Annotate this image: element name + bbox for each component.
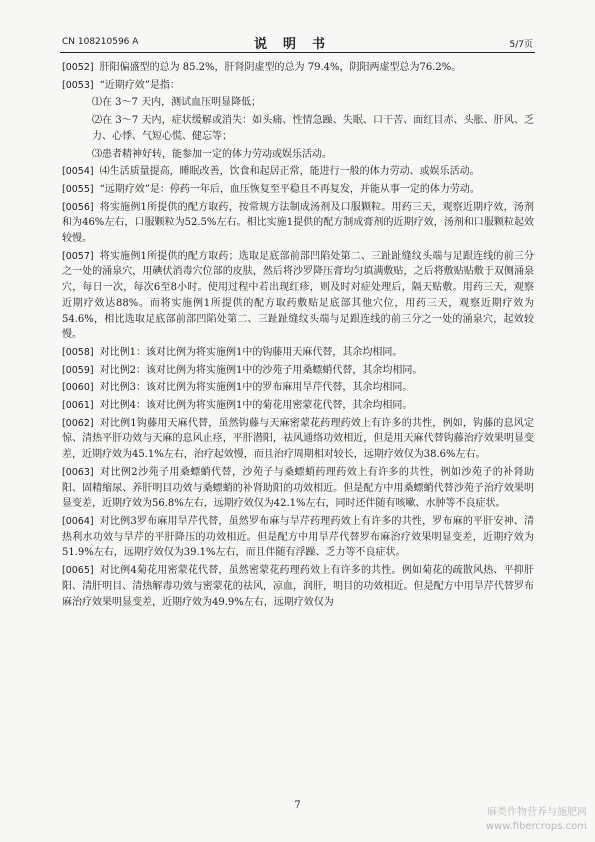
paragraph-number: [0058] [62, 346, 94, 358]
paragraph-text: 对比例3罗布麻用旱芹代替，虽然罗布麻与旱芹药理药效上有许多的共性，罗布麻的平肝安神、清热利水功效与旱芹的平肝降压的功效相近。但是配方中用旱芹代替罗布麻治疗效果明显变差，近期疗效为51.9%左右，远期疗效仅为39.1%左右，而且伴随有浮躁、乏力等不良症状。 [62, 515, 534, 559]
paragraph-text: 对比例3：该对比例为将实施例1中的罗布麻用旱芹代替，其余均相同。 [99, 382, 413, 394]
paragraph-text: 对比例2沙苑子用桑螵蛸代替，沙苑子与桑螵蛸药理药效上有许多的共性，例如沙苑子的补肾助阳、固精缩尿、养肝明目功效与桑螵蛸的补肾助阳的功效相近。但是配方中用桑螵蛸代替沙苑子治疗效果明显变差，近期疗效为56.8%左右，远期疗效仅为42.1%左右，同时还伴随有咳嗽、水肿等不良症状。 [62, 466, 534, 510]
paragraph-number: [0059] [62, 364, 94, 376]
paragraph [62, 416, 534, 463]
paragraph-text: 对比例1钩藤用天麻代替，虽然钩藤与天麻密蒙花药理药效上有许多的共性，例如，钩藤的息风定惊、清热平肝功效与天麻的息风止痉，平肝潜阳，祛风通络功效相近，但是用天麻代替钩藤治疗效果明显变差，近期疗效为45.1%左右，治疗起效慢，而且治疗周期相对较长，远期疗效仅为38.6%左右。 [62, 417, 534, 461]
paragraph-text: 对比例4：该对比例为将实施例1中的菊花用密蒙花代替，其余均相同。 [99, 400, 413, 412]
publication-number: CN 108210596 A [62, 37, 139, 47]
paragraph-number: [0055] [62, 183, 94, 195]
paragraph-number: [0064] [62, 515, 94, 527]
page-header [60, 34, 535, 53]
paragraph [62, 380, 534, 396]
paragraph-number: [0060] [62, 382, 94, 394]
paragraph-number: [0062] [62, 417, 94, 429]
paragraph-number: [0061] [62, 400, 94, 412]
paragraph-text: 肝阳偏盛型的总为 85.2%，肝肾阴虚型的总为 79.4%，阴阳两虚型总为76.2%。 [99, 62, 462, 73]
paragraph [62, 200, 534, 247]
paragraph [62, 249, 534, 343]
paragraph [62, 465, 534, 512]
paragraph-text: “近期疗效”是指： [99, 79, 180, 91]
paragraph-number: [0052] [62, 62, 94, 73]
paragraph-text: 将实施例1所提供的配方取药；选取足底部前部凹陷处第二、三趾趾缝纹头端与足跟连线的前三分之一处的涌泉穴，用碘伏消毒穴位部的皮肤，然后将沙罗降压膏均匀填满敷贴，之后将敷贴贴敷于双侧涌泉穴，每日一次，每次6至8小时。使用过程中若出现红疹，则及时对症处理后，隔天贴敷。用药三天，观察近期疗效达88%。而将实施例1所提供的配方取药敷贴足底部其他穴位，用药三天，观察近期疗效为54.6%，相比选取足底部前部凹陷处第二、三趾趾缝纹头端与足跟连线的前三分之一处的涌泉穴，起效较慢。 [62, 250, 534, 341]
list-item: ⑵在 3～7 天内，症状缓解或消失：如头痛、性情急躁、失眠、口干苦、面红目赤、头胀、肝风、乏力、心悸、气短心慌、健忘等； [92, 115, 534, 142]
paragraph-number: [0056] [62, 201, 94, 213]
paragraph [62, 398, 534, 414]
paragraph-number: [0065] [62, 565, 94, 577]
page-number: 7 [294, 800, 301, 811]
document-title: 说明书 [253, 37, 341, 52]
paragraph-text: “远期疗效”是：停药一年后，血压恢复至平稳且不再复发，并能从事一定的体力劳动。 [99, 183, 480, 195]
page-of: 5/7页 [509, 40, 533, 50]
paragraph-text: 对比例4菊花用密蒙花代替，虽然密蒙花药理药效上有许多的共性。例如菊花的疏散风热、平抑肝阳、清肝明目、清热解毒功效与密蒙花的祛风，凉血，润肝，明目的功效相近。但是配方中用旱芹代替罗布麻治疗效果明显变差，近期疗效为49.9%左右，远期疗效仅为 [62, 565, 534, 608]
paragraph [62, 182, 534, 198]
list-item: ⑴在 3～7 天内，测试血压明显降低； [92, 97, 262, 109]
paragraph-text: 对比例1：该对比例为将实施例1中的钩藤用天麻代替，其余均相同。 [99, 346, 403, 358]
paragraph-text: 对比例2：该对比例为将实施例1中的沙苑子用桑螵蛸代替，其余均相同。 [99, 364, 423, 376]
paragraph-number: [0054] [62, 166, 94, 178]
watermark-title: 麻类作物营养与施肥网 [487, 807, 587, 818]
list-item: ⑶患者精神好转，能参加一定的体力劳动或娱乐活动。 [92, 148, 332, 160]
paragraph [62, 60, 534, 76]
paragraph-text: 将实施例1所提供的配方取药，按常规方法制成汤剂及口服颗粒。用药三天，观察近期疗效，汤剂和为46%左右，口服颗粒为52.5%左右。相比实施1提供的配方制成膏剂的近期疗效，汤剂和口服颗粒起效较慢。 [62, 201, 534, 245]
site-watermark [486, 806, 587, 834]
paragraph [62, 345, 534, 361]
paragraph-number: [0063] [62, 466, 94, 478]
paragraph [62, 363, 534, 379]
paragraph-number: [0057] [62, 250, 94, 262]
paragraph [62, 78, 534, 94]
watermark-url: www.fibercrops.com [485, 821, 587, 832]
document-body [62, 60, 534, 612]
paragraph [62, 563, 534, 610]
paragraph [62, 164, 534, 180]
paragraph-number: [0053] [62, 79, 94, 91]
paragraph-text: ⑷生活质量提高，睡眠改善，饮食和起居正常，能进行一般的体力劳动、或娱乐活动。 [99, 166, 480, 178]
paragraph [62, 514, 534, 561]
